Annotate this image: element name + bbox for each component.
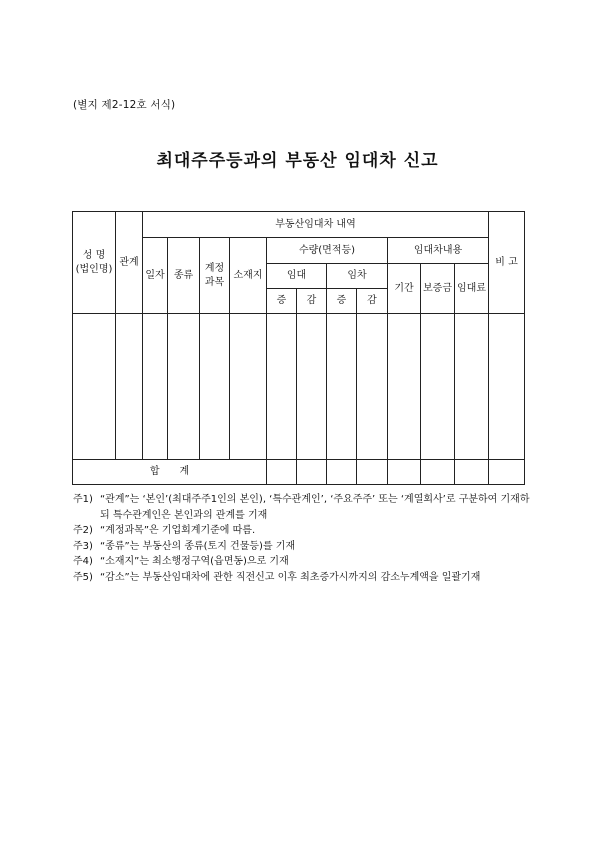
table-row [73, 314, 525, 460]
rent-cell [455, 314, 489, 460]
location-header: 소재지 [230, 238, 267, 314]
lease-out-decrease-header: 감 [297, 289, 327, 314]
footnote [73, 523, 533, 539]
lease-in-increase-header: 증 [327, 289, 357, 314]
total-rent [455, 460, 489, 485]
period-header: 기간 [388, 264, 421, 314]
total-row [73, 460, 525, 485]
lease-details-group-header: 부동산임대차 내역 [143, 212, 489, 238]
total-lease-out-decrease [297, 460, 327, 485]
quantity-header: 수량(면적등) [267, 238, 388, 264]
account-cell [200, 314, 230, 460]
lease-out-header: 임대 [267, 264, 327, 289]
footnote-text: “관계”는 ‘본인’(최대주주1인의 본인), ‘특수관계인’, ‘주요주주’ 또는 ‘계열회사’로 구분하여 기재하되 특수관계인은 본인과의 관계를 기재 [100, 494, 530, 521]
footnote-number: 주5) [73, 571, 93, 583]
lease-in-increase-cell [327, 314, 357, 460]
footnote-number: 주3) [73, 540, 93, 552]
kind-cell [168, 314, 200, 460]
date-cell [143, 314, 168, 460]
period-cell [388, 314, 421, 460]
lease-out-increase-header: 증 [267, 289, 297, 314]
total-lease-in-increase [327, 460, 357, 485]
footnote-number: 주1) [73, 494, 93, 505]
total-lease-in-decrease [357, 460, 388, 485]
document-title: 최대주주등과의 부동산 임대차 신고 [156, 151, 439, 171]
footnote-number: 주2) [73, 525, 93, 536]
footnote-text: “계정과목”은 기업회계기준에 따름. [100, 525, 256, 536]
name-header-line1: 성 명 [82, 249, 106, 261]
date-header: 일자 [143, 238, 168, 314]
deposit-header: 보증금 [421, 264, 455, 314]
total-deposit [421, 460, 455, 485]
lease-in-header: 임차 [327, 264, 388, 289]
footnote-text: “종류”는 부동산의 종류(토지 건물등)를 기재 [100, 540, 296, 552]
footnote-text: “소재지”는 최소행정구역(읍면동)으로 기재 [100, 556, 289, 567]
kind-header: 종류 [168, 238, 200, 314]
lease-out-increase-cell [267, 314, 297, 460]
relation-cell [116, 314, 143, 460]
relation-header: 관계 [116, 212, 143, 314]
name-header-line2: (법인명) [75, 263, 113, 275]
deposit-cell [421, 314, 455, 460]
total-label: 합 계 [73, 460, 267, 485]
lease-in-decrease-header: 감 [357, 289, 388, 314]
lease-out-decrease-cell [297, 314, 327, 460]
name-cell [73, 314, 116, 460]
footnote [73, 554, 533, 570]
account-header-line1: 계정 [204, 262, 225, 274]
footnote [73, 492, 533, 523]
total-period [388, 460, 421, 485]
total-lease-out-increase [267, 460, 297, 485]
total-remarks [489, 460, 525, 485]
account-header [200, 238, 230, 314]
remarks-cell [489, 314, 525, 460]
footnote [73, 539, 533, 555]
footnote [73, 570, 533, 586]
name-header [73, 212, 116, 314]
rent-header: 임대료 [455, 264, 489, 314]
footnotes [73, 492, 533, 585]
remarks-header: 비 고 [489, 212, 525, 314]
footnote-text: “감소”는 부동산임대차에 관한 직전신고 이후 최초증가시까지의 감소누계액을 일괄기재 [100, 571, 481, 583]
account-header-line2: 과목 [204, 276, 225, 288]
lease-report-table [72, 211, 525, 485]
lease-in-decrease-cell [357, 314, 388, 460]
lease-content-header: 임대차내용 [388, 238, 489, 264]
form-number-label: (별지 제2-12호 서식) [73, 99, 176, 111]
footnote-number: 주4) [73, 556, 93, 567]
location-cell [230, 314, 267, 460]
